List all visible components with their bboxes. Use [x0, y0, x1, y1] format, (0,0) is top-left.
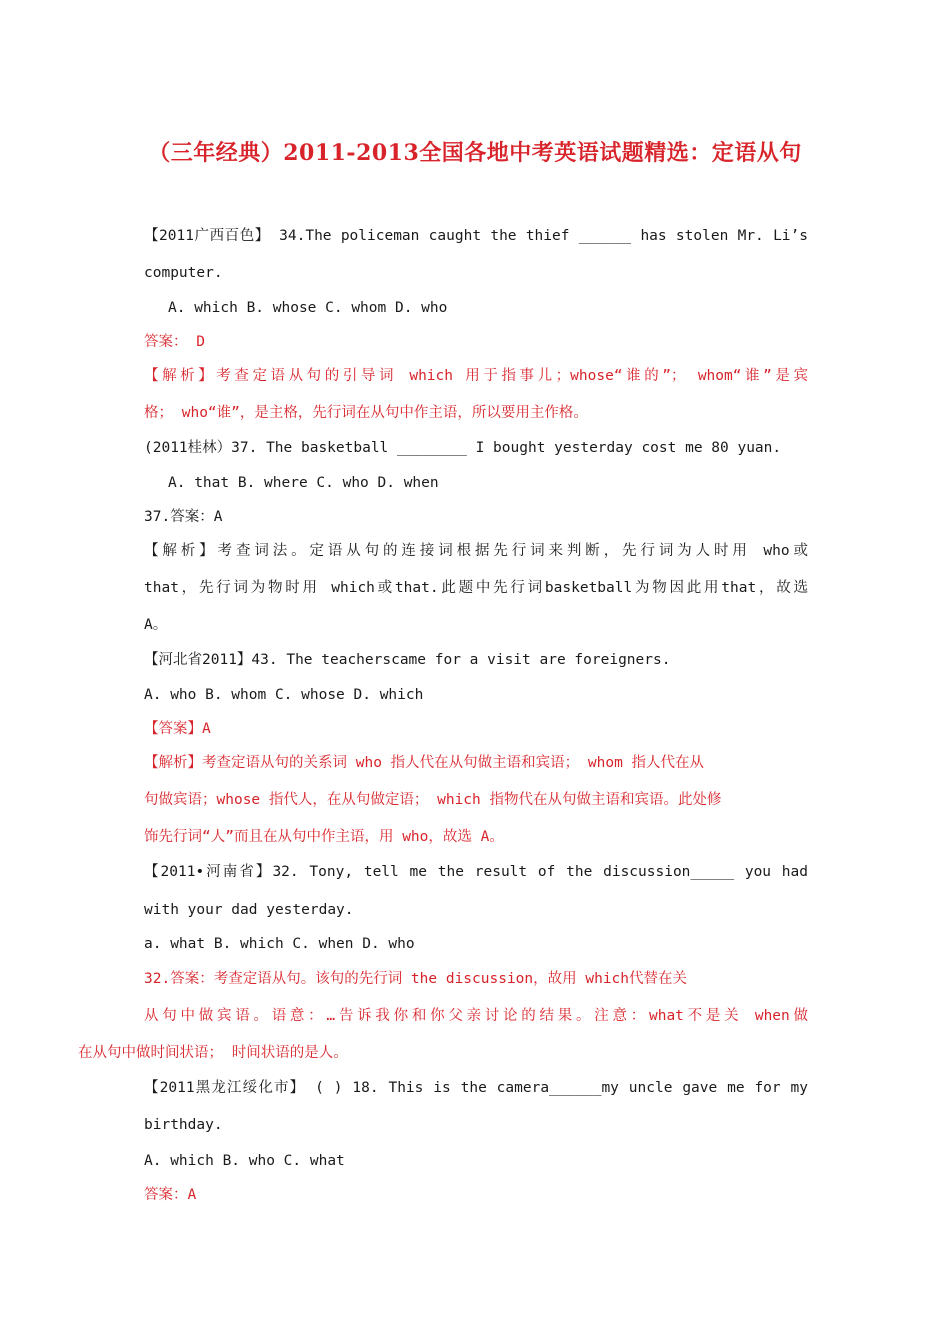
- q32-options: a. what B. which C. when D. who: [144, 936, 415, 952]
- q34-stem: 【2011广西百色】 34.The policeman caught the thief ______ has stolen Mr. Li’s: [144, 228, 808, 244]
- q32-analysis-3: 在从句中做时间状语； 时间状语的是人。: [78, 1045, 348, 1061]
- q43-answer: 【答案】A: [144, 721, 211, 737]
- q37-answer: 37.答案：A: [144, 509, 223, 525]
- q34-analysis-2: 格； who“谁”，是主格，先行词在从句中作主语，所以要用主作格。: [144, 405, 588, 421]
- q32-stem-2: with your dad yesterday.: [144, 902, 354, 918]
- q43-analysis-3: 饰先行词“人”而且在从句中作主语，用 who，故选 A。: [144, 829, 504, 845]
- q34-answer: 答案： D: [144, 334, 205, 350]
- page-title: （三年经典）2011-2013全国各地中考英语试题精选：定语从句: [148, 140, 802, 166]
- q18-stem: 【2011黑龙江绥化市】 ( ) 18. This is the camera______my uncle gave me for my: [144, 1080, 808, 1096]
- q43-stem: 【河北省2011】43. The teacherscame for a visit are foreigners.: [144, 652, 671, 668]
- q37-options: A. that B. where C. who D. when: [168, 475, 439, 491]
- q18-options: A. which B. who C. what: [144, 1153, 345, 1169]
- q32-analysis-2: 从句中做宾语。语意：…告诉我你和你父亲讨论的结果。注意：what不是关 when做: [144, 1008, 808, 1024]
- q32-stem: 【2011•河南省】32. Tony, tell me the result of the discussion_____ you had: [144, 864, 808, 880]
- q32-analysis-1: 32.答案：考查定语从句。该句的先行词 the discussion，故用 which代替在关: [144, 971, 688, 987]
- q37-analysis-2: that，先行词为物时用 which或that.此题中先行词basketball为物因此用that，故选: [144, 580, 808, 596]
- q34-options: A. which B. whose C. whom D. who: [168, 300, 448, 316]
- q18-answer: 答案：A: [144, 1187, 197, 1203]
- q43-analysis-2: 句做宾语；whose 指代人，在从句做定语； which 指物代在从句做主语和宾语。此处修: [144, 792, 722, 808]
- q37-stem: (2011桂林）37. The basketball ________ I bought yesterday cost me 80 yuan.: [144, 440, 782, 456]
- q18-stem-2: birthday.: [144, 1117, 223, 1133]
- q34-analysis-1: 【解析】考查定语从句的引导词 which 用于指事儿；whose“谁的”； whom“谁”是宾: [144, 368, 808, 384]
- q43-options: A. who B. whom C. whose D. which: [144, 687, 424, 703]
- q43-analysis-1: 【解析】考查定语从句的关系词 who 指人代在从句做主语和宾语； whom 指人代在从: [144, 755, 705, 771]
- q37-analysis-3: A。: [144, 617, 168, 633]
- q34-stem-2: computer.: [144, 265, 223, 281]
- q37-analysis-1: 【解析】考查词法。定语从句的连接词根据先行词来判断，先行词为人时用 who或: [144, 543, 808, 559]
